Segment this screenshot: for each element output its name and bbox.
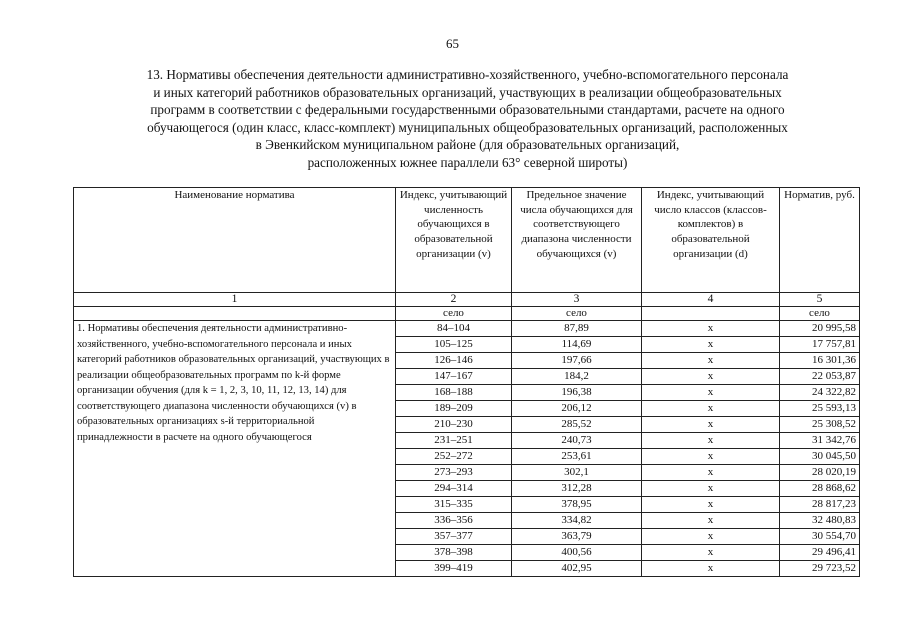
norm-value-cell: 32 480,83 [780, 513, 860, 529]
limit-value-cell: 363,79 [512, 529, 642, 545]
limit-value-cell: 114,69 [512, 337, 642, 353]
norm-value-cell: 30 045,50 [780, 449, 860, 465]
title-line: 13. Нормативы обеспечения деятельности административно-хозяйственного, учебно-вспомогательного персонала [146, 67, 789, 82]
student-range-cell: 168–188 [396, 385, 512, 401]
limit-value-cell: 196,38 [512, 385, 642, 401]
student-range-cell: 189–209 [396, 401, 512, 417]
limit-value-cell: 197,66 [512, 353, 642, 369]
limit-value-cell: 87,89 [512, 321, 642, 337]
index-d-cell: x [642, 481, 780, 497]
header-limit-value: Предельное значение числа обучающихся для соответствующего диапазона численности обучающихся (v) [512, 188, 642, 293]
title-line: и иных категорий работников образовательных организаций, участвующих в реализации общеобразовательных [153, 84, 782, 100]
table-header-row [74, 188, 860, 293]
title-line: обучающегося (один класс, класс-комплект) муниципальных общеобразовательных организаций, расположенных [147, 119, 788, 135]
index-d-cell: x [642, 433, 780, 449]
header-index-v: Индекс, учитывающий численность обучающихся в образовательной организации (v) [396, 188, 512, 293]
norm-value-cell: 28 020,19 [780, 465, 860, 481]
limit-value-cell: 312,28 [512, 481, 642, 497]
index-d-cell: x [642, 513, 780, 529]
student-range-cell: 210–230 [396, 417, 512, 433]
locality-cell: село [512, 307, 642, 321]
norm-value-cell: 25 308,52 [780, 417, 860, 433]
limit-value-cell: 302,1 [512, 465, 642, 481]
limit-value-cell: 400,56 [512, 545, 642, 561]
student-range-cell: 336–356 [396, 513, 512, 529]
table-row [74, 321, 860, 337]
student-range-cell: 378–398 [396, 545, 512, 561]
header-index-d: Индекс, учитывающий число классов (классов-комплектов) в образовательной организации (d) [642, 188, 780, 293]
limit-value-cell: 334,82 [512, 513, 642, 529]
student-range-cell: 147–167 [396, 369, 512, 385]
limit-value-cell: 378,95 [512, 497, 642, 513]
column-number: 5 [780, 293, 860, 307]
limit-value-cell: 285,52 [512, 417, 642, 433]
index-d-cell: x [642, 401, 780, 417]
page-number: 65 [446, 36, 459, 51]
norm-value-cell: 28 868,62 [780, 481, 860, 497]
student-range-cell: 126–146 [396, 353, 512, 369]
student-range-cell: 357–377 [396, 529, 512, 545]
student-range-cell: 105–125 [396, 337, 512, 353]
index-d-cell: x [642, 465, 780, 481]
norm-value-cell: 16 301,36 [780, 353, 860, 369]
norm-value-cell: 30 554,70 [780, 529, 860, 545]
locality-cell: село [396, 307, 512, 321]
index-d-cell: x [642, 449, 780, 465]
header-norm-name: Наименование норматива [74, 188, 396, 293]
norm-value-cell: 28 817,23 [780, 497, 860, 513]
header-norm-rub: Норматив, руб. [780, 188, 860, 293]
limit-value-cell: 184,2 [512, 369, 642, 385]
norm-description: 1. Нормативы обеспечения деятельности административно-хозяйственного, учебно-вспомогательного персонала и иных категорий работников образовательных организаций, участвующих в реализации общеобразовательных программ по k-й форме организации обучения (для k = 1, 2, 3, 10, 11, 12, 13, 14) для соответствующего диапазона численности обучающихся (v) в образовательных организациях s-й территориальной принадлежности в расчете на одного обучающегося [74, 321, 396, 577]
index-d-cell: x [642, 369, 780, 385]
limit-value-cell: 253,61 [512, 449, 642, 465]
student-range-cell: 294–314 [396, 481, 512, 497]
student-range-cell: 231–251 [396, 433, 512, 449]
norm-value-cell: 20 995,58 [780, 321, 860, 337]
index-d-cell: x [642, 497, 780, 513]
index-d-cell: x [642, 561, 780, 577]
student-range-cell: 252–272 [396, 449, 512, 465]
norm-value-cell: 29 723,52 [780, 561, 860, 577]
norm-value-cell: 24 322,82 [780, 385, 860, 401]
norm-value-cell: 22 053,87 [780, 369, 860, 385]
document-title [70, 66, 865, 171]
student-range-cell: 399–419 [396, 561, 512, 577]
title-line: программ в соответствии с федеральными государственными образовательными стандартами, расчете на одного [150, 102, 785, 117]
locality-empty-cell [642, 307, 780, 321]
column-number: 2 [396, 293, 512, 307]
norm-value-cell: 29 496,41 [780, 545, 860, 561]
norm-value-cell: 31 342,76 [780, 433, 860, 449]
column-number: 3 [512, 293, 642, 307]
title-line: в Эвенкийском муниципальном районе (для образовательных организаций, [255, 137, 680, 152]
locality-row [74, 307, 860, 321]
column-number: 1 [74, 293, 396, 307]
index-d-cell: x [642, 353, 780, 369]
index-d-cell: x [642, 529, 780, 545]
locality-cell: село [780, 307, 860, 321]
student-range-cell: 84–104 [396, 321, 512, 337]
limit-value-cell: 206,12 [512, 401, 642, 417]
student-range-cell: 315–335 [396, 497, 512, 513]
column-number-row [74, 293, 860, 307]
norm-value-cell: 25 593,13 [780, 401, 860, 417]
index-d-cell: x [642, 321, 780, 337]
locality-empty-cell [74, 307, 396, 321]
limit-value-cell: 402,95 [512, 561, 642, 577]
title-line: расположенных южнее параллели 63° северной широты) [307, 154, 628, 170]
limit-value-cell: 240,73 [512, 433, 642, 449]
index-d-cell: x [642, 417, 780, 433]
index-d-cell: x [642, 385, 780, 401]
column-number: 4 [642, 293, 780, 307]
student-range-cell: 273–293 [396, 465, 512, 481]
norms-table [73, 187, 860, 577]
index-d-cell: x [642, 545, 780, 561]
norm-value-cell: 17 757,81 [780, 337, 860, 353]
index-d-cell: x [642, 337, 780, 353]
